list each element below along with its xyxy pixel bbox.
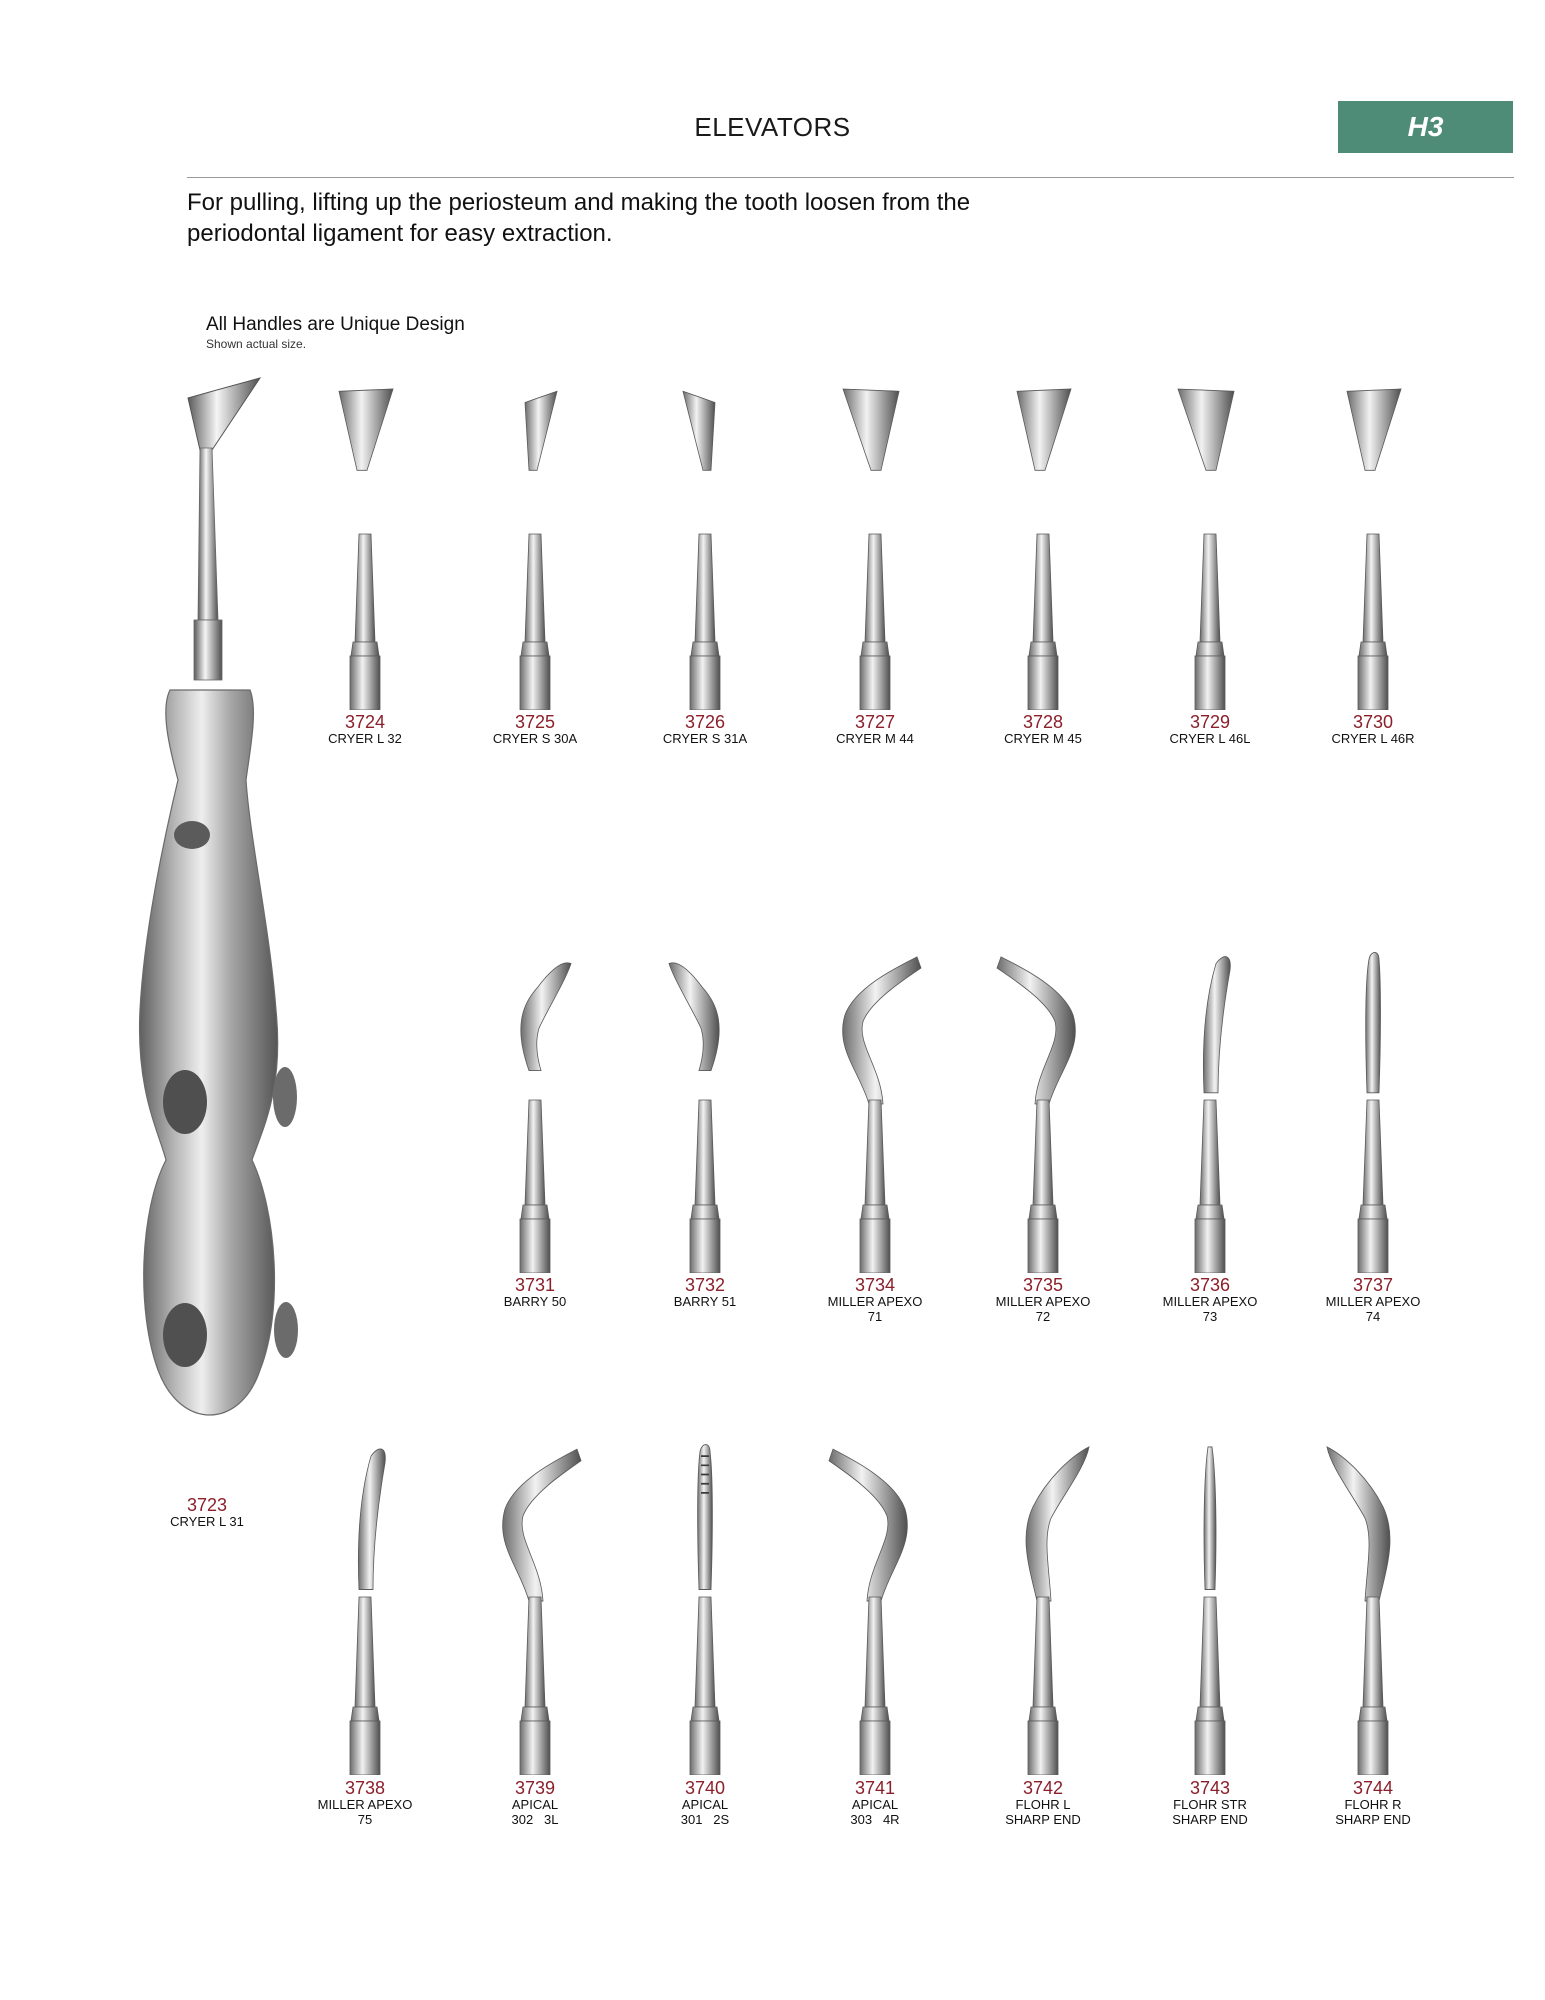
instrument-label [465, 712, 605, 747]
instrument-label [137, 1495, 277, 1530]
instrument-3739-image [480, 1440, 590, 1775]
instrument-label [973, 1778, 1113, 1827]
instrument-code: 3727 [854, 712, 896, 732]
instrument-label [805, 712, 945, 747]
instrument-3734-image [820, 948, 930, 1273]
page-title: ELEVATORS [694, 112, 851, 142]
instrument-name: CRYER L 46R [1331, 731, 1415, 747]
instrument-code: 3725 [514, 712, 556, 732]
instrument-label [295, 712, 435, 747]
section-tab-label: H3 [1407, 111, 1444, 142]
instrument-label [1303, 1778, 1443, 1827]
instrument-code: 3728 [1022, 712, 1064, 732]
instrument-code: 3729 [1189, 712, 1231, 732]
instrument-code: 3730 [1352, 712, 1394, 732]
instrument-name: CRYER S 31A [662, 731, 748, 747]
instrument-name: APICAL 302 3L [511, 1797, 559, 1827]
instrument-label [1140, 1275, 1280, 1324]
instrument-3742-image [988, 1440, 1098, 1775]
instrument-code: 3744 [1352, 1778, 1394, 1798]
instrument-code: 3734 [854, 1275, 896, 1295]
handle-note-sub: Shown actual size. [206, 337, 307, 351]
instrument-name: FLOHR R SHARP END [1335, 1797, 1411, 1827]
instrument-name: CRYER L 46L [1169, 731, 1251, 747]
instrument-label [465, 1778, 605, 1827]
instrument-3727-image [820, 380, 930, 710]
instrument-3729-image [1155, 380, 1265, 710]
header-divider [187, 177, 1514, 178]
instrument-name: APICAL 303 4R [850, 1797, 900, 1827]
instrument-3738-image [310, 1440, 420, 1775]
instrument-code: 3724 [344, 712, 386, 732]
instrument-code: 3739 [514, 1778, 556, 1798]
instrument-3740-image [650, 1440, 760, 1775]
instrument-3743-image [1155, 1440, 1265, 1775]
instrument-name: MILLER APEXO 74 [1325, 1294, 1421, 1324]
instrument-label [635, 712, 775, 747]
instrument-3735-image [988, 948, 1098, 1273]
handle-note [206, 314, 465, 351]
instrument-name: BARRY 51 [673, 1294, 737, 1310]
section-tab [1338, 101, 1513, 153]
instrument-label [465, 1275, 605, 1310]
instrument-name: CRYER M 44 [836, 731, 914, 747]
instrument-code: 3741 [854, 1778, 896, 1798]
instrument-3725-image [480, 380, 590, 710]
instrument-name: MILLER APEXO 75 [317, 1797, 413, 1827]
intro-text: For pulling, lifting up the periosteum and making the tooth loosen from the periodontal ligament for easy extraction. [187, 189, 971, 247]
instrument-label [1140, 712, 1280, 747]
instrument-3731-image [480, 948, 590, 1273]
instrument-label [805, 1778, 945, 1827]
instrument-label [635, 1275, 775, 1310]
instrument-name: CRYER L 32 [328, 731, 402, 747]
instrument-name: MILLER APEXO 73 [1162, 1294, 1258, 1324]
instrument-3730-image [1318, 380, 1428, 710]
instrument-label [973, 1275, 1113, 1324]
instrument-code: 3735 [1022, 1275, 1064, 1295]
instrument-3736-image [1155, 948, 1265, 1273]
instrument-label [295, 1778, 435, 1827]
instrument-name: MILLER APEXO 72 [995, 1294, 1091, 1324]
instrument-label [805, 1275, 945, 1324]
instrument-name: FLOHR L SHARP END [1005, 1797, 1081, 1827]
instrument-code: 3732 [684, 1275, 726, 1295]
instrument-3744-image [1318, 1440, 1428, 1775]
instrument-name: CRYER L 31 [170, 1514, 244, 1530]
instrument-3724-image [310, 380, 420, 710]
instrument-code: 3738 [344, 1778, 386, 1798]
instrument-label [635, 1778, 775, 1827]
instrument-code: 3726 [684, 712, 726, 732]
instrument-3737-image [1318, 948, 1428, 1273]
handle-note-main: All Handles are Unique Design [206, 314, 465, 335]
instrument-code: 3723 [186, 1495, 228, 1515]
instrument-label [1303, 1275, 1443, 1324]
instrument-code: 3737 [1352, 1275, 1394, 1295]
instrument-3728-image [988, 380, 1098, 710]
instrument-code: 3740 [684, 1778, 726, 1798]
instrument-code: 3731 [514, 1275, 556, 1295]
instrument-name: BARRY 50 [503, 1294, 567, 1310]
instrument-name: CRYER S 30A [492, 731, 578, 747]
instrument-3732-image [650, 948, 760, 1273]
instrument-3726-image [650, 380, 760, 710]
instrument-code: 3743 [1189, 1778, 1231, 1798]
instrument-name: MILLER APEXO 71 [827, 1294, 923, 1324]
instrument-label [973, 712, 1113, 747]
handle-3723-image [100, 370, 320, 1515]
instrument-3741-image [820, 1440, 930, 1775]
instrument-label [1140, 1778, 1280, 1827]
instrument-name: CRYER M 45 [1004, 731, 1082, 747]
instrument-name: APICAL 301 2S [680, 1797, 730, 1827]
instrument-label [1303, 712, 1443, 747]
instrument-code: 3742 [1022, 1778, 1064, 1798]
instrument-code: 3736 [1189, 1275, 1231, 1295]
instrument-name: FLOHR STR SHARP END [1172, 1797, 1248, 1827]
